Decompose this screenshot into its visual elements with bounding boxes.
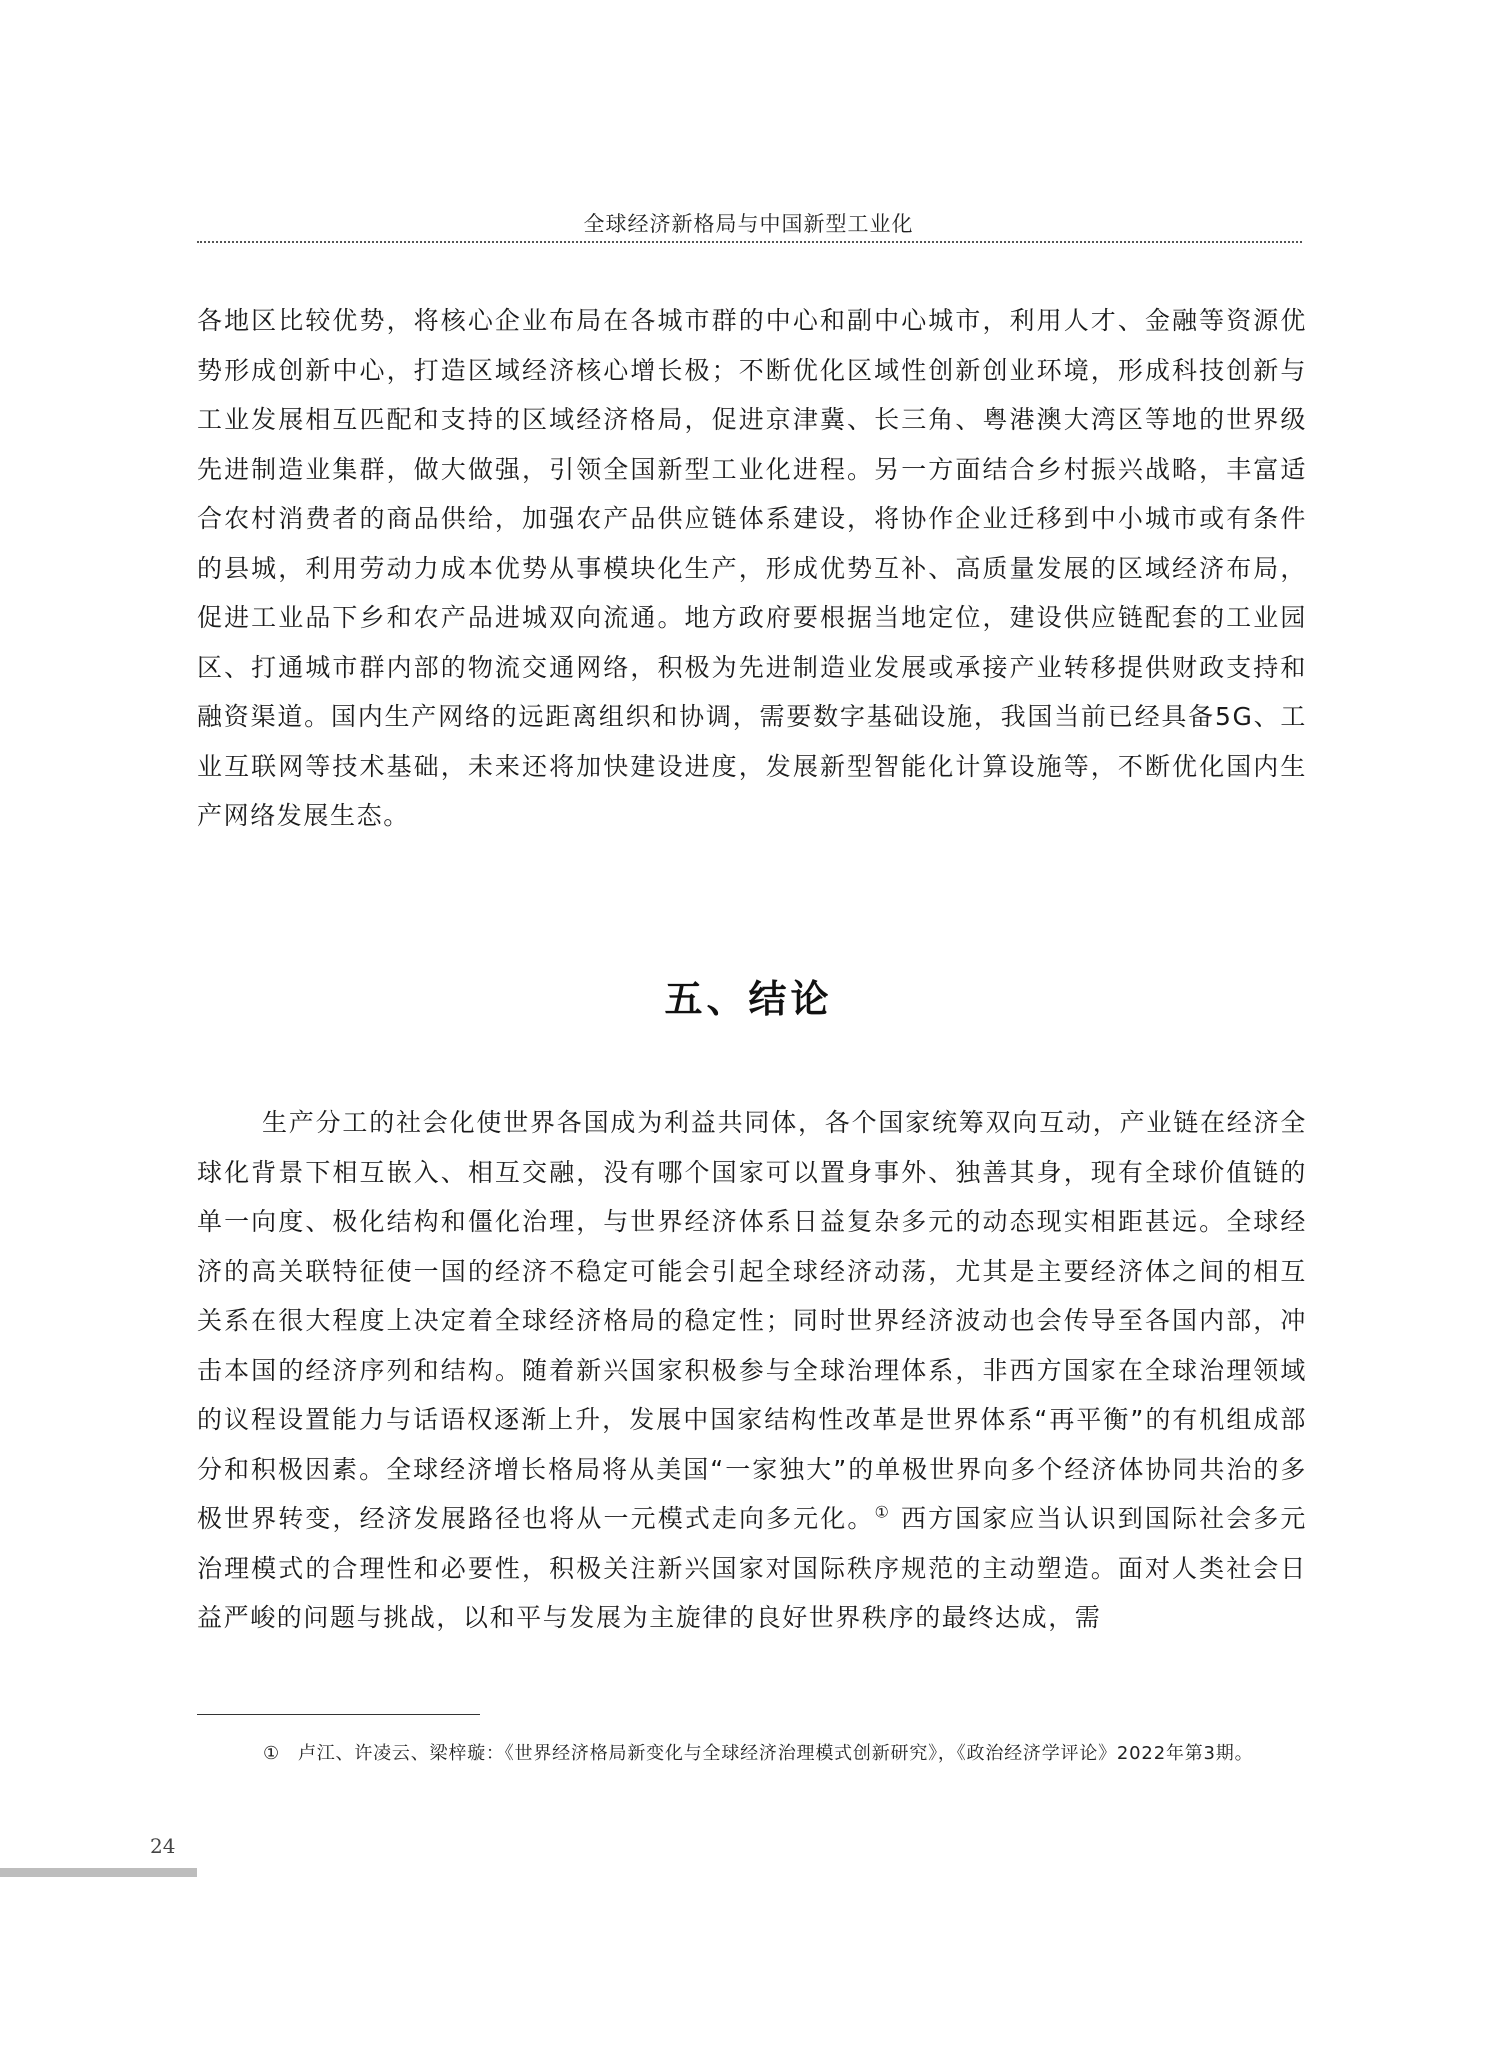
body-paragraph-1: 各地区比较优势，将核心企业布局在各城市群的中心和副中心城市，利用人才、金融等资源优势形成创新中心，打造区域经济核心增长极；不断优化区域性创新创业环境，形成科技创新与工业发展相互匹配和支持的区域经济格局，促进京津冀、长三角、粤港澳大湾区等地的世界级先进制造业集群，做大做强，引领全国新型工业化进程。另一方面结合乡村振兴战略，丰富适合农村消费者的商品供给，加强农产品供应链体系建设，将协作企业迁移到中小城市或有条件的县城，利用劳动力成本优势从事模块化生产，形成优势互补、高质量发展的区域经济布局，促进工业品下乡和农产品进城双向流通。地方政府要根据当地定位，建设供应链配套的工业园区、打通城市群内部的物流交通网络，积极为先进制造业发展或承接产业转移提供财政支持和融资渠道。国内生产网络的远距离组织和协调，需要数字基础设施，我国当前已经具备5G、工业互联网等技术基础，未来还将加快建设进度，发展新型智能化计算设施等，不断优化国内生产网络发展生态。	[197, 306, 1307, 830]
paragraph-2-text-part-1: 生产分工的社会化使世界各国成为利益共同体，各个国家统筹双向互动，产业链在经济全球化背景下相互嵌入、相互交融，没有哪个国家可以置身事外、独善其身，现有全球价值链的单一向度、极化结构和僵化治理，与世界经济体系日益复杂多元的动态现实相距甚远。全球经济的高关联特征使一国的经济不稳定可能会引起全球经济动荡，尤其是主要经济体之间的相互关系在很大程度上决定着全球经济格局的稳定性；同时世界经济波动也会传导至各国内部，冲击本国的经济序列和结构。随着新兴国家积极参与全球治理体系，非西方国家在全球治理领域的议程设置能力与话语权逐渐上升，发展中国家结构性改革是世界体系“再平衡”的有机组成部分和积极因素。全球经济增长格局将从美国“一家独大”的单极世界向多个经济体协同共治的多极世界转变，经济发展路径也将从一元模式走向多元化。	[197, 1108, 1307, 1533]
footnote-divider	[197, 1714, 480, 1715]
section-heading: 五、结论	[664, 977, 833, 1021]
footnote-marker: ①	[263, 1743, 280, 1764]
footnote-text: 卢江、许凌云、梁梓璇：《世界经济格局新变化与全球经济治理模式创新研究》，《政治经济学评论》2022年第3期。	[297, 1743, 1254, 1764]
header-divider	[197, 241, 1302, 243]
footnote	[197, 1738, 1307, 1770]
running-header-title: 全球经济新格局与中国新型工业化	[583, 212, 914, 236]
footnote-reference: ①	[874, 1502, 891, 1522]
page-number-bar	[0, 1868, 197, 1877]
body-paragraph-2	[197, 1098, 1307, 1643]
page-number: 24	[150, 1834, 176, 1858]
paragraph-2-text-part-2: 西方国家应当认识到国际社会多元治理模式的合理性和必要性，积极关注新兴国家对国际秩序规范的主动塑造。面对人类社会日益严峻的问题与挑战，以和平与发展为主旋律的良好世界秩序的最终达成，需	[197, 1504, 1307, 1632]
